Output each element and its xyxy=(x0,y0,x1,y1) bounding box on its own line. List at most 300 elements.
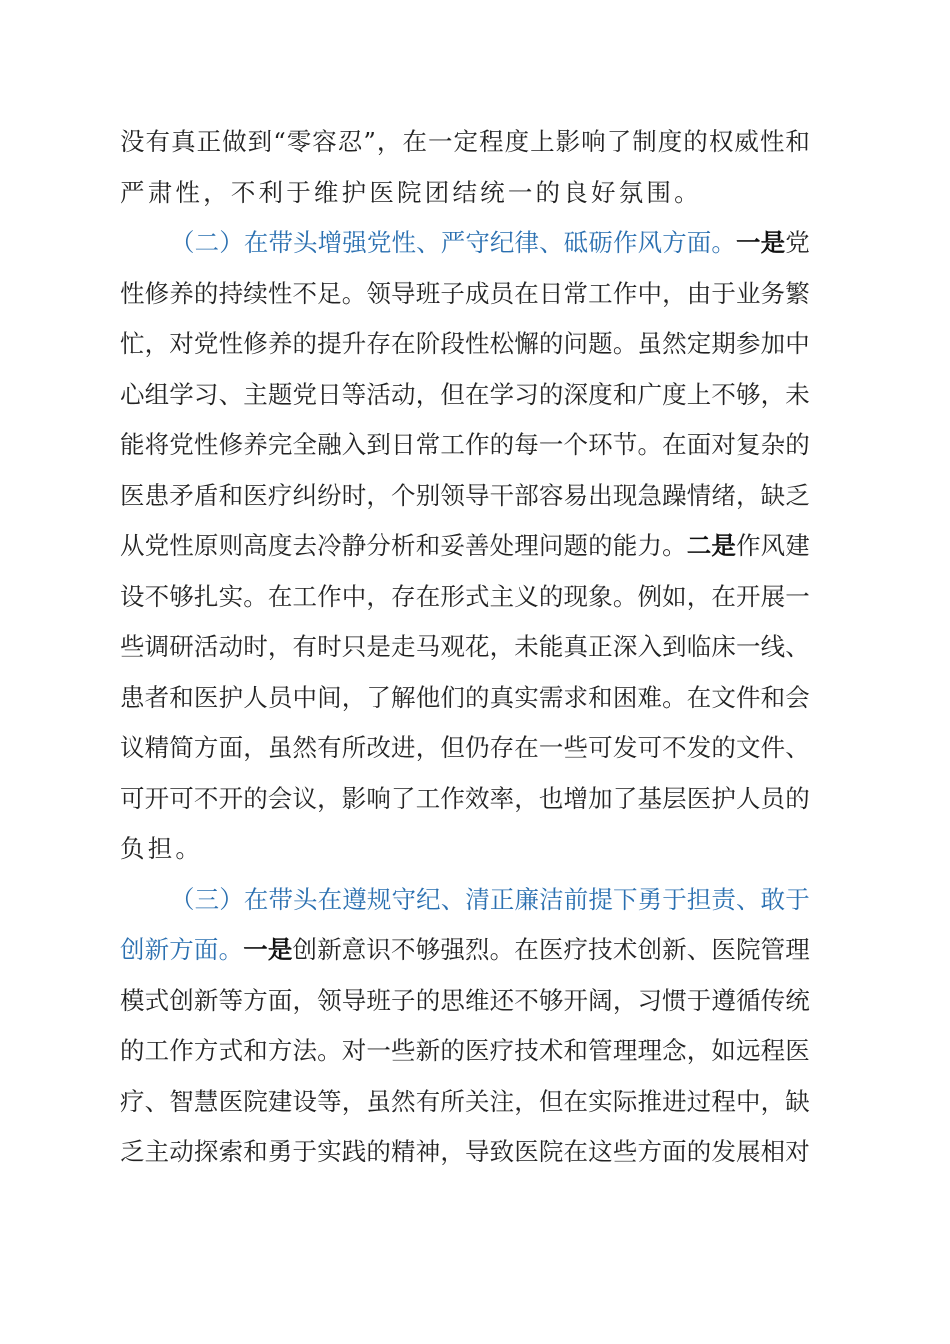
body-text: 一 xyxy=(785,581,810,611)
body-text: 修 xyxy=(144,278,170,308)
body-text: 象 xyxy=(588,581,613,611)
body-text-line xyxy=(120,627,810,667)
body-text: ， xyxy=(292,985,317,1015)
body-text: 急 xyxy=(637,480,662,510)
body-text: 节 xyxy=(612,430,638,459)
body-text: 题 xyxy=(588,329,613,358)
body-text: 影 xyxy=(555,127,581,156)
body-text: 在 xyxy=(464,379,490,409)
heading-text: 风 xyxy=(637,228,663,257)
body-text: 围 xyxy=(646,177,675,207)
body-text: 在 xyxy=(402,127,427,156)
body-text: 院 xyxy=(243,1086,268,1116)
body-text: 题 xyxy=(563,531,589,560)
body-text: 虽 xyxy=(637,329,662,358)
body-text: 所 xyxy=(440,1086,465,1116)
body-text: 不 xyxy=(662,733,687,762)
body-text: 率 xyxy=(489,783,515,813)
body-text: 作 xyxy=(317,581,342,611)
body-text: 在 xyxy=(415,581,441,611)
body-text: ， xyxy=(317,783,342,813)
body-text: 理 xyxy=(785,935,810,964)
body-text: 如 xyxy=(711,1036,736,1065)
body-text: 于 xyxy=(711,278,736,308)
body-text: 临 xyxy=(686,632,712,661)
body-text: 于 xyxy=(686,985,712,1015)
body-text: 护 xyxy=(218,682,244,712)
body-text: 期 xyxy=(711,329,736,358)
body-text: 创 xyxy=(292,935,317,964)
body-text: 子 xyxy=(391,985,416,1015)
body-text: 不 xyxy=(711,379,736,409)
body-text: 组 xyxy=(144,379,170,409)
body-text: 不 xyxy=(144,581,170,611)
body-text: 会 xyxy=(785,682,810,712)
body-text: ， xyxy=(341,682,367,712)
body-text: 。 xyxy=(243,581,268,611)
body-text: 式 xyxy=(144,985,170,1015)
body-text: 例 xyxy=(637,581,662,611)
body-text: 员 xyxy=(267,682,293,712)
body-text: 结 xyxy=(452,177,481,207)
body-text-line xyxy=(120,526,810,566)
heading-text: 在 xyxy=(243,884,269,914)
heading-text: 在 xyxy=(243,228,269,257)
body-text: 响 xyxy=(366,783,391,813)
body-text: 参 xyxy=(736,329,761,358)
body-text: 的 xyxy=(243,783,268,813)
body-text: ， xyxy=(366,581,391,611)
body-text: 升 xyxy=(341,329,367,358)
heading-text: 纪 xyxy=(489,228,515,257)
body-text: 风 xyxy=(760,531,786,560)
body-text: 患 xyxy=(144,480,170,510)
body-text: ， xyxy=(514,783,539,813)
body-text: 医 xyxy=(514,1137,539,1166)
body-text: 研 xyxy=(169,632,194,661)
body-text: 些 xyxy=(612,1137,638,1166)
body-text: 定 xyxy=(686,329,712,358)
body-text: 懈 xyxy=(514,329,539,358)
body-text: 法 xyxy=(292,1036,317,1065)
body-text: 开 xyxy=(736,581,761,611)
body-text: 党 xyxy=(193,329,219,358)
body-text: 、 xyxy=(785,733,810,762)
body-text: 的 xyxy=(464,682,490,712)
body-text: 响 xyxy=(581,127,606,156)
body-text: 需 xyxy=(538,682,564,712)
body-text: 性 xyxy=(169,531,194,560)
body-text: 氛 xyxy=(618,177,647,207)
body-text-line xyxy=(120,425,810,465)
body-text: ， xyxy=(376,127,402,156)
body-text: 马 xyxy=(415,632,441,661)
heading-text: 面 xyxy=(686,228,712,257)
body-text: 线 xyxy=(760,632,786,661)
body-text: 导 xyxy=(341,985,367,1015)
body-text: 议 xyxy=(292,783,317,813)
emphasis-text: 二 xyxy=(686,531,712,560)
body-text: 理 xyxy=(612,1036,638,1065)
body-text: 现 xyxy=(563,581,589,611)
body-text: 员 xyxy=(489,278,515,308)
body-text: 活 xyxy=(193,632,219,661)
body-text: 医 xyxy=(218,1086,244,1116)
body-text: 度 xyxy=(504,127,530,156)
body-text: 绪 xyxy=(711,480,736,510)
heading-text: 守 xyxy=(465,228,490,257)
body-text: 由 xyxy=(686,278,712,308)
body-text: 传 xyxy=(760,985,786,1015)
body-text: 阶 xyxy=(415,329,441,358)
heading-text: 严 xyxy=(440,228,466,257)
body-text: 足 xyxy=(317,278,342,308)
body-text: 医 xyxy=(711,935,736,964)
body-text: ， xyxy=(612,985,638,1015)
emphasis-text: 一 xyxy=(243,935,268,964)
body-text: 动 xyxy=(169,1137,194,1166)
body-text: 易 xyxy=(563,480,589,510)
body-text: 业 xyxy=(736,278,761,308)
body-text: 等 xyxy=(341,379,367,409)
body-text: 式 xyxy=(218,1036,244,1065)
heading-text: 头 xyxy=(293,884,318,914)
heading-text: 带 xyxy=(268,228,293,257)
body-text: 和 xyxy=(785,127,810,156)
body-text: 工 xyxy=(440,430,465,459)
body-text: 团 xyxy=(424,177,453,207)
body-text: 妥 xyxy=(440,531,465,560)
body-text: 活 xyxy=(366,379,391,409)
body-text: 缺 xyxy=(785,1086,810,1116)
heading-text: 、 xyxy=(736,884,761,914)
body-text: 段 xyxy=(440,329,465,358)
body-text: 情 xyxy=(686,480,712,510)
body-text: 在 xyxy=(514,278,539,308)
body-text: 到 xyxy=(366,430,391,459)
body-text: 新 xyxy=(662,935,687,964)
body-text: 的 xyxy=(785,783,810,813)
body-text: ， xyxy=(341,1086,367,1116)
body-text: 的 xyxy=(120,1036,145,1065)
body-text: 严 xyxy=(120,177,148,207)
body-text: 题 xyxy=(267,379,293,409)
body-text: 走 xyxy=(391,632,416,661)
body-text-line xyxy=(120,173,810,213)
body-text-line xyxy=(120,728,810,768)
body-text: 工 xyxy=(292,581,317,611)
body-text: 式 xyxy=(464,581,490,611)
body-text: 这 xyxy=(588,1137,613,1166)
body-text: 方 xyxy=(243,985,268,1015)
body-text: 每 xyxy=(514,430,539,459)
heading-text: 下 xyxy=(612,884,638,914)
body-text: 中 xyxy=(341,581,367,611)
body-text: 全 xyxy=(292,430,317,459)
body-text: 简 xyxy=(169,733,194,762)
body-text: 存 xyxy=(366,329,391,358)
body-text: 求 xyxy=(563,682,589,712)
body-text: 发 xyxy=(612,733,638,762)
body-text: 处 xyxy=(489,531,515,560)
body-text: 正 xyxy=(588,632,613,661)
heading-text: 二 xyxy=(194,228,220,257)
body-text: 续 xyxy=(243,278,268,308)
body-text: 方 xyxy=(267,1036,293,1065)
body-text: 加 xyxy=(588,783,613,813)
body-text: 些 xyxy=(391,1036,416,1065)
body-text: 只 xyxy=(341,632,367,661)
body-text: 干 xyxy=(489,480,515,510)
body-text: 成 xyxy=(464,278,490,308)
body-text: 医 xyxy=(120,480,145,510)
body-text: ， xyxy=(415,379,441,409)
body-text: 深 xyxy=(612,632,638,661)
body-text: 索 xyxy=(218,1137,244,1166)
body-text: 者 xyxy=(144,682,170,712)
body-text: 躁 xyxy=(662,480,687,510)
body-text: 思 xyxy=(440,985,465,1015)
body-text: 件 xyxy=(736,682,761,712)
body-text: 完 xyxy=(267,430,293,459)
body-text: 作 xyxy=(464,430,490,459)
body-text: 性 xyxy=(175,177,204,207)
body-text: 不 xyxy=(292,278,317,308)
body-text: 问 xyxy=(563,329,589,358)
heading-text: 党 xyxy=(366,228,392,257)
body-text: 观 xyxy=(440,632,465,661)
body-text: 管 xyxy=(760,935,786,964)
body-text: 中 xyxy=(785,329,810,358)
heading-text: 廉 xyxy=(514,884,540,914)
body-text: 。 xyxy=(341,278,367,308)
body-text: 动 xyxy=(391,379,416,409)
body-text: 融 xyxy=(317,430,342,459)
body-text: 习 xyxy=(637,985,662,1015)
body-text: 仍 xyxy=(464,733,490,762)
body-text: 工 xyxy=(588,278,613,308)
body-text-line xyxy=(120,1082,810,1122)
body-text: 权 xyxy=(708,127,734,156)
body-text: 务 xyxy=(760,278,786,308)
heading-text: 、 xyxy=(539,228,564,257)
body-text: 能 xyxy=(120,430,145,459)
body-text: 。 xyxy=(662,682,687,712)
body-text-line xyxy=(120,122,810,162)
body-text-line xyxy=(120,1031,810,1071)
body-text: 人 xyxy=(736,783,761,813)
heading-text: 勇 xyxy=(637,884,663,914)
body-text: 难 xyxy=(637,682,662,712)
body-text: 性 xyxy=(120,278,145,308)
body-text: 忙 xyxy=(120,329,145,358)
body-text: 党 xyxy=(169,430,194,459)
body-text: 养 xyxy=(243,430,268,459)
body-text: 新 xyxy=(193,985,219,1015)
body-text: 一 xyxy=(736,632,761,661)
body-text: 了 xyxy=(612,783,638,813)
body-text: 的 xyxy=(785,430,810,459)
body-text: 有 xyxy=(415,1086,441,1116)
body-text: 念 xyxy=(662,1036,687,1065)
heading-text: 、 xyxy=(416,228,441,257)
body-text: 如 xyxy=(662,581,687,611)
heading-text: 敢 xyxy=(760,884,786,914)
body-text: 际 xyxy=(612,1086,638,1116)
body-text: 致 xyxy=(489,1137,515,1166)
body-text: 环 xyxy=(588,430,613,459)
body-text: 虽 xyxy=(366,1086,391,1116)
heading-text: 在 xyxy=(317,884,343,914)
body-text: 未 xyxy=(785,379,810,409)
heading-text: 遵 xyxy=(342,884,367,914)
body-text-line xyxy=(120,375,810,415)
body-text: 原 xyxy=(193,531,219,560)
body-text: 负 xyxy=(120,834,148,863)
body-text: 导 xyxy=(391,278,416,308)
body-text: 影 xyxy=(341,783,367,813)
body-text: 加 xyxy=(760,329,786,358)
body-text: 统 xyxy=(480,177,508,207)
body-text: 开 xyxy=(144,783,170,813)
heading-text: 正 xyxy=(489,884,515,914)
body-text: 院 xyxy=(397,177,425,207)
body-text: 和 xyxy=(243,1036,268,1065)
body-text: 但 xyxy=(440,379,465,409)
body-text: 、 xyxy=(785,632,810,661)
body-text: 面 xyxy=(686,430,712,459)
body-text: 于 xyxy=(292,1137,317,1166)
emphasis-text: 是 xyxy=(267,935,293,964)
body-text: 患 xyxy=(120,682,145,712)
body-text: 医 xyxy=(369,177,398,207)
body-text: 注 xyxy=(489,1086,515,1116)
body-text: 度 xyxy=(662,379,687,409)
body-text: ， xyxy=(144,329,170,358)
body-text: 可 xyxy=(120,783,145,813)
heading-text: 律 xyxy=(514,228,540,257)
heading-text: 纪 xyxy=(416,884,441,914)
body-text: ， xyxy=(736,480,761,510)
body-text: 维 xyxy=(313,177,342,207)
body-text: 调 xyxy=(144,632,170,661)
body-text: 改 xyxy=(366,733,391,762)
body-text: 的 xyxy=(711,733,736,762)
body-text: 但 xyxy=(538,1086,564,1116)
body-text: 识 xyxy=(366,935,391,964)
body-text: 他 xyxy=(415,682,441,712)
heading-text: 新 xyxy=(144,935,170,964)
body-text: 的 xyxy=(292,329,317,358)
body-text: 基 xyxy=(637,783,662,813)
heading-text: 担 xyxy=(686,884,712,914)
body-text: 存 xyxy=(391,581,416,611)
body-text: 个 xyxy=(563,430,589,459)
body-text: ， xyxy=(243,733,268,762)
body-text: 疗 xyxy=(489,1036,515,1065)
body-text: 主 xyxy=(243,379,268,409)
body-text: 在 xyxy=(711,581,736,611)
body-text: 了 xyxy=(606,127,632,156)
body-text: ， xyxy=(760,1086,786,1116)
body-text: 肃 xyxy=(147,177,176,207)
body-text: 时 xyxy=(341,480,367,510)
body-text: 理 xyxy=(514,531,539,560)
body-text: 理 xyxy=(637,1036,662,1065)
body-text: 技 xyxy=(588,935,613,964)
body-text: 间 xyxy=(317,682,342,712)
body-text: 开 xyxy=(563,985,589,1015)
body-text-line xyxy=(120,829,810,869)
body-text: 习 xyxy=(514,379,539,409)
body-text-line xyxy=(120,324,810,364)
body-text: 阔 xyxy=(588,985,613,1015)
body-text: 的 xyxy=(538,329,564,358)
body-text: 。 xyxy=(674,177,702,207)
body-text: 性 xyxy=(218,329,244,358)
body-text: 一 xyxy=(366,1036,391,1065)
body-text: 进 xyxy=(662,1086,687,1116)
body-text: 一 xyxy=(538,430,564,459)
body-text: 在 xyxy=(563,1086,589,1116)
heading-text: 砺 xyxy=(588,228,613,257)
body-text: 真 xyxy=(563,632,589,661)
body-text: 冷 xyxy=(317,531,342,560)
body-text: 在 xyxy=(662,430,687,459)
body-text: 可 xyxy=(588,733,613,762)
heading-text: 面 xyxy=(193,935,219,964)
body-text-line xyxy=(120,274,810,314)
body-text: 子 xyxy=(440,278,465,308)
body-text: 党 xyxy=(292,379,317,409)
body-text: 时 xyxy=(317,632,342,661)
body-text: 遵 xyxy=(711,985,736,1015)
body-text: ” xyxy=(363,127,376,156)
body-text: 主 xyxy=(144,1137,170,1166)
body-text: 领 xyxy=(366,278,391,308)
body-text: 导 xyxy=(464,1137,490,1166)
body-text: 党 xyxy=(144,531,170,560)
body-text: 可 xyxy=(169,783,194,813)
body-text: 作 xyxy=(612,278,638,308)
body-text: 过 xyxy=(686,1086,712,1116)
body-text: 困 xyxy=(612,682,638,712)
body-text: 不 xyxy=(230,177,259,207)
body-text: 学 xyxy=(489,379,515,409)
body-text: 远 xyxy=(736,1036,761,1065)
body-text: 够 xyxy=(538,985,564,1015)
heading-text: 方 xyxy=(169,935,194,964)
body-text: 、 xyxy=(144,1086,170,1116)
heading-text: （ xyxy=(170,884,195,914)
body-text: 中 xyxy=(292,682,317,712)
body-text: 烈 xyxy=(464,935,490,964)
body-text: 能 xyxy=(538,632,564,661)
body-text: ， xyxy=(662,278,687,308)
body-text: 设 xyxy=(120,581,145,611)
body-text: 效 xyxy=(464,783,490,813)
body-text: 还 xyxy=(489,985,515,1015)
body-text: ， xyxy=(514,1086,539,1116)
heading-text: 守 xyxy=(391,884,416,914)
body-text: 够 xyxy=(415,935,441,964)
section-heading-line xyxy=(170,880,810,920)
body-text: 发 xyxy=(686,733,712,762)
body-text: 正 xyxy=(196,127,222,156)
body-text: 修 xyxy=(218,430,244,459)
body-text: 性 xyxy=(464,329,490,358)
body-text: 性 xyxy=(193,430,219,459)
